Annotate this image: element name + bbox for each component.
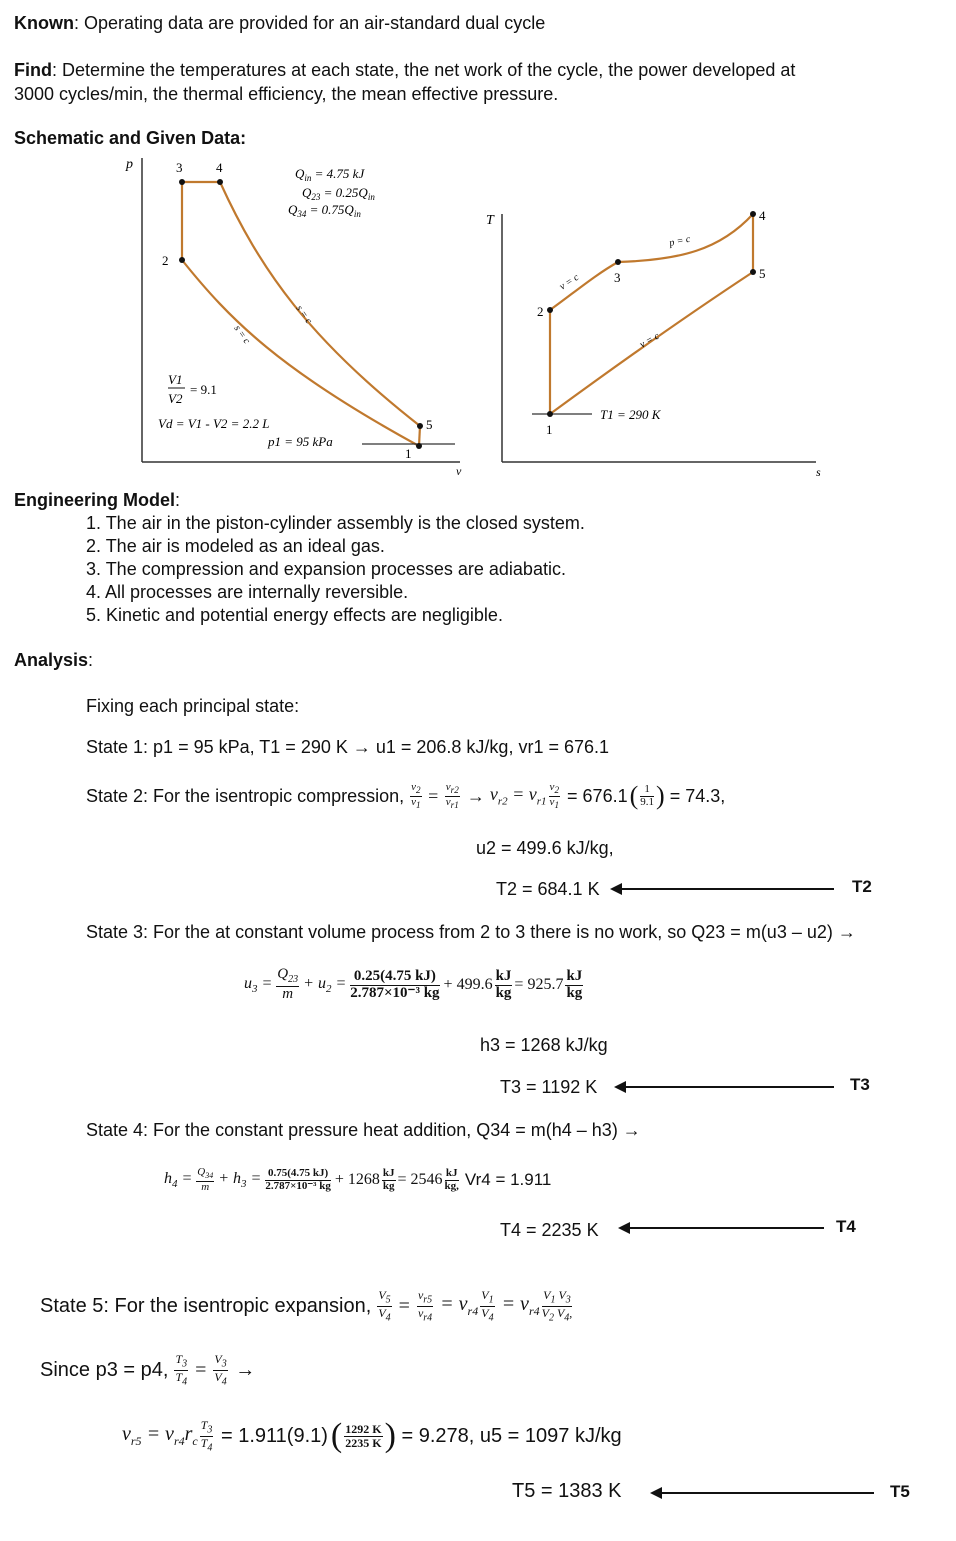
ts-state-1-point <box>547 411 553 417</box>
t2-arrow-line <box>620 888 834 890</box>
pv-ratio-den: V2 <box>168 391 183 406</box>
schematic-heading: Schematic and Given Data: <box>14 128 247 148</box>
pv-state-3-point <box>179 179 185 185</box>
t2-tag: T2 <box>852 877 872 896</box>
ts-label-4: 4 <box>759 208 766 223</box>
ts-isobar-label: p = c <box>668 233 692 249</box>
t5-tag: T5 <box>890 1482 910 1501</box>
model-item-1: 1. The air in the piston-cylinder assembly is the closed system. <box>86 513 585 533</box>
ts-isochore-label-1: v = c <box>557 272 581 293</box>
pv-process-4-5 <box>220 182 420 426</box>
ts-s-axis: s <box>816 465 821 479</box>
t3-arrow-line <box>624 1086 834 1088</box>
ts-state-2-point <box>547 307 553 313</box>
u3-result: = 925.7 <box>514 976 564 993</box>
u3-equation: $u_3$ = $\frac{Q_{23}}{m}$ + $u_2$ = $\frac{0.25(4.75 kJ)}{\text{2.787×10⁻³ kg}}$ + 499.6 $\frac{kJ}{kg}$ = 925.7 $\frac{kJ}{kg}$ <box>244 966 583 1002</box>
t2-line: T2 = 684.1 K <box>496 879 600 899</box>
t3-line: T3 = 1192 K <box>500 1077 598 1097</box>
ts-label-2: 2 <box>537 304 544 319</box>
t4-line: T4 = 2235 K <box>500 1220 599 1240</box>
state-5-line: State 5: For the isentropic expansion, $\frac{V_5}{V_4}$ = $\frac{v_{r5}}{v_{r4}}$ = $v_{r4}$ $\frac{V_1}{V_4}$ = $v_{r4}$ $\frac{V_1 V_3}{V_2 V_4,}$ <box>40 1287 573 1323</box>
since-line: Since p3 = p4, $\frac{T_3}{T_4}$ = $\frac{V_3}{V_4}$ → <box>40 1351 256 1387</box>
find-line-2: 3000 cycles/min, the thermal efficiency, the mean effective pressure. <box>14 84 559 104</box>
u3-u2-term: + 499.6 <box>443 976 493 993</box>
ts-label-3: 3 <box>614 270 621 285</box>
model-item-2: 2. The air is modeled as an ideal gas. <box>86 536 385 556</box>
fixing-states: Fixing each principal state: <box>86 696 300 716</box>
ts-t1: T1 = 290 K <box>600 407 661 422</box>
pv-diagram <box>110 150 470 480</box>
vr5-denominator: 2235 K <box>345 1435 382 1450</box>
pv-label-1: 1 <box>405 446 412 461</box>
state-1-line: State 1: p1 = 95 kPa, T1 = 290 K → u1 = 206.8 kJ/kg, vr1 = 676.1 <box>86 737 610 757</box>
known-line <box>14 13 545 34</box>
pv-label-5: 5 <box>426 417 433 432</box>
t4-tag: T4 <box>836 1217 856 1236</box>
model-item-4: 4. All processes are internally reversible. <box>86 582 409 602</box>
ts-state-3-point <box>615 259 621 265</box>
ts-t-axis: T <box>486 213 494 228</box>
h4-equation: $h_4$ = $\frac{Q_{34}}{m}$ + $h_3$ = $\frac{0.75(4.75 kJ)}{\text{2.787×10⁻³ kg}}$ + 1268 $\frac{kJ}{kg}$ = 2546 $\frac{kJ}{kg,}$ Vr4 = 1.911 <box>164 1165 552 1193</box>
pv-v-axis: v <box>456 464 462 478</box>
state-2-intro: State 2: For the isentropic compression, <box>86 785 405 806</box>
t3-tag: T3 <box>850 1075 870 1094</box>
pv-q23: $Q_{23} = 0.25Q_{in}$ <box>302 185 375 202</box>
pv-isentropic-label-1: s = c <box>231 323 253 347</box>
h4-numerator: 0.75(4.75 kJ) <box>265 1168 331 1181</box>
analysis-heading-text: Analysis <box>14 650 89 670</box>
vr5-numerator: 1292 K <box>345 1421 382 1436</box>
t5-arrow-line <box>660 1492 874 1494</box>
find-label: Find <box>14 60 52 80</box>
pv-p1: p1 = 95 kPa <box>268 434 333 449</box>
pv-p-axis: p <box>126 157 133 172</box>
ts-state-5-point <box>750 269 756 275</box>
pv-isentropic-label-2: s = c <box>293 303 315 327</box>
state-2-result: = 676.1 <box>567 785 628 806</box>
model-item-3: 3. The compression and expansion processes are adiabatic. <box>86 559 566 579</box>
pv-label-2: 2 <box>162 253 169 268</box>
u3-denominator: 2.787×10⁻³ kg <box>350 984 440 1001</box>
pv-label-3: 3 <box>176 160 183 175</box>
ts-label-5: 5 <box>759 266 766 281</box>
state-3-line: State 3: For the at constant volume process from 2 to 3 there is no work, so Q23 = m(u3 – u2) → <box>86 922 856 942</box>
vr5-equation: $v_{r5} = v_{r4}r_c$ $\frac{T_3}{T_4}$ = 1.911(9.1) ( $\frac{1292 K}{2235 K}$ ) = 9.278, u5 = 1097 kJ/kg <box>122 1417 622 1454</box>
pv-state-4-point <box>217 179 223 185</box>
ts-state-4-point <box>750 211 756 217</box>
find-text-1: : Determine the temperatures at each state, the net work of the cycle, the power developed at <box>52 60 796 80</box>
pv-ratio-val: = 9.1 <box>190 382 217 397</box>
since-text: Since p3 = p4, <box>40 1358 169 1381</box>
h3-line: h3 = 1268 kJ/kg <box>480 1035 608 1055</box>
model-item-5: 5. Kinetic and potential energy effects are negligible. <box>86 605 503 625</box>
pv-state-1-point <box>416 443 422 449</box>
h4-result: = 2546 <box>397 1171 443 1188</box>
find-line-1 <box>14 60 795 81</box>
pv-label-4: 4 <box>216 160 223 175</box>
known-label: Known <box>14 13 74 33</box>
h4-denominator: 2.787×10⁻³ kg <box>265 1179 331 1192</box>
state-5-intro: State 5: For the isentropic expansion, <box>40 1294 372 1317</box>
pv-process-5-1 <box>419 426 420 446</box>
u3-numerator: 0.25(4.75 kJ) <box>350 969 439 986</box>
model-heading-text: Engineering Model <box>14 490 176 510</box>
analysis-heading: Analysis: <box>14 650 94 670</box>
state-2-line: State 2: For the isentropic compression, $\frac{v_2}{v_1}$ = $\frac{v_{r2}}{v_{r1}}$ → $v_{r2} = v_{r1}$ $\frac{v_2}{v_1}$ = 676.1 ( $\frac{1}{9.1}$ ) = 74.3, <box>86 780 726 810</box>
pv-ratio-num: V1 <box>168 372 183 387</box>
h4-h3-term: + 1268 <box>334 1171 380 1188</box>
pv-state-5-point <box>417 423 423 429</box>
u2-line: u2 = 499.6 kJ/kg, <box>476 838 614 858</box>
t5-line: T5 = 1383 K <box>512 1480 622 1502</box>
ts-label-1: 1 <box>546 422 553 437</box>
pv-qin: $Q_{in} = 4.75$ kJ <box>295 166 365 183</box>
pv-state-2-point <box>179 257 185 263</box>
state-4-line: State 4: For the constant pressure heat addition, Q34 = m(h4 – h3) → <box>86 1120 641 1140</box>
state-2-tail: = 74.3, <box>669 785 726 806</box>
vr5-factor: = 1.911(9.1) <box>220 1424 328 1447</box>
known-text: : Operating data are provided for an air-standard dual cycle <box>74 13 546 33</box>
model-heading: Engineering Model: <box>14 490 181 510</box>
vr4-value: Vr4 = 1.911 <box>464 1170 552 1189</box>
t4-arrow-line <box>628 1227 824 1229</box>
pv-displacement: Vd = V1 - V2 = 2.2 L <box>158 416 270 431</box>
ts-diagram <box>480 200 830 480</box>
ts-isochore-label-2: v = c <box>638 330 662 351</box>
vr5-result: = 9.278, u5 = 1097 kJ/kg <box>401 1424 622 1447</box>
pv-q34: $Q_{34} = 0.75Q_{in}$ <box>288 202 361 219</box>
